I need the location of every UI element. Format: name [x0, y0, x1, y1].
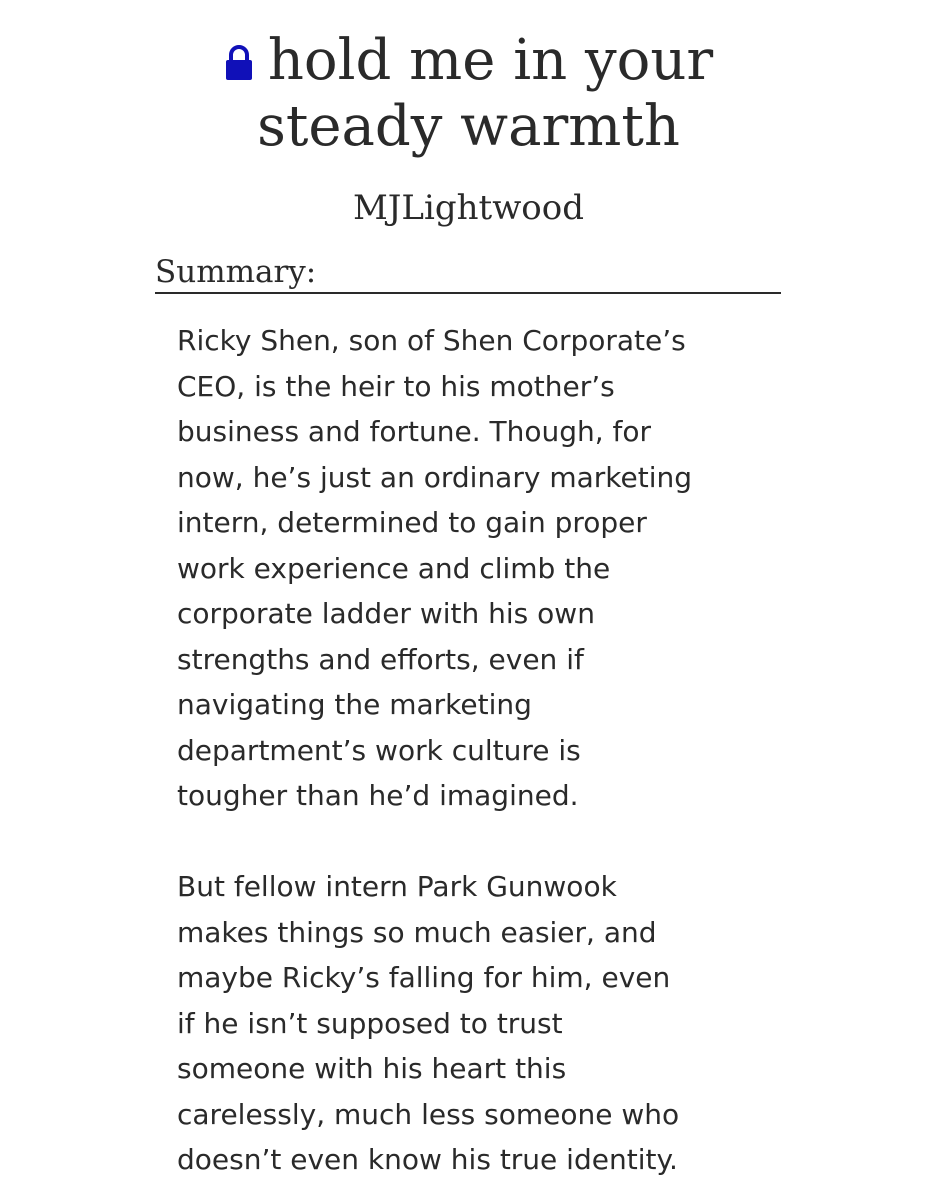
summary-paragraph — [177, 864, 797, 1183]
work-title — [0, 28, 937, 160]
paragraph-gap — [177, 819, 797, 865]
summary-line: if he isn’t supposed to trust — [177, 1006, 563, 1040]
lock-icon — [224, 30, 254, 96]
summary-line: strengths and efforts, even if — [177, 642, 584, 676]
summary-line: now, he’s just an ordinary marketing — [177, 460, 692, 494]
summary-line: CEO, is the heir to his mother’s — [177, 369, 615, 403]
summary-line: tougher than he’d imagined. — [177, 779, 579, 812]
author-name[interactable]: MJLightwood — [352, 188, 585, 228]
summary-line: work experience and climb the — [177, 551, 611, 585]
title-line-1 — [0, 28, 937, 94]
summary-line: department’s work culture is — [177, 733, 581, 767]
summary-heading: Summary: — [155, 252, 781, 294]
title-line-1-text: hold me in your — [267, 28, 714, 93]
summary-line: navigating the marketing — [177, 688, 532, 721]
summary-line: corporate ladder with his own — [177, 597, 595, 630]
summary-line: intern, determined to gain proper — [177, 506, 647, 539]
summary-body — [177, 318, 797, 1183]
summary-line: maybe Ricky’s falling for him, even — [177, 961, 671, 994]
summary-line: someone with his heart this — [177, 1052, 567, 1085]
summary-line: But fellow intern Park Gunwook — [177, 870, 617, 903]
summary-line: doesn’t even know his true identity. — [177, 1143, 678, 1176]
summary-paragraph — [177, 318, 797, 819]
summary-line: carelessly, much less someone who — [177, 1097, 680, 1131]
summary-line: makes things so much easier, and — [177, 915, 657, 949]
title-line-2: steady warmth — [257, 94, 680, 159]
summary-line: Ricky Shen, son of Shen Corporate’s — [177, 324, 686, 357]
summary-line: business and fortune. Though, for — [177, 415, 652, 448]
